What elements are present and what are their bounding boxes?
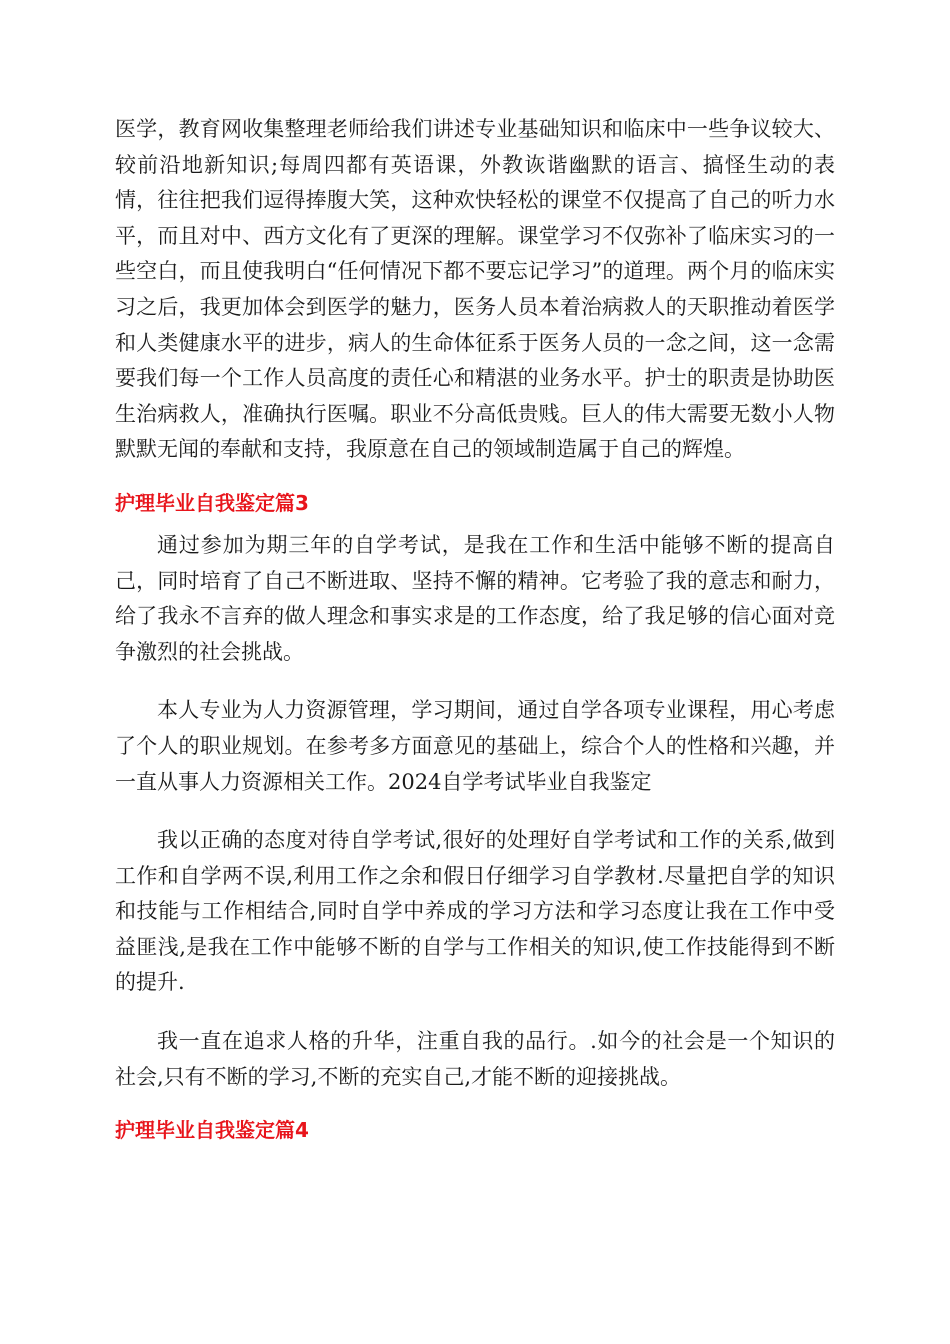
spacer [115, 670, 835, 693]
section-heading-4: 护理毕业自我鉴定篇4 [115, 1118, 309, 1143]
spacer [115, 518, 835, 528]
spacer [115, 800, 835, 823]
spacer [115, 1001, 835, 1024]
paragraph-continued-text: 医学，教育网收集整理老师给我们讲述专业基础知识和临床中一些争议较大、较前沿地新知识;每周四都有英语课，外教诙谐幽默的语言、搞怪生动的表情，往往把我们逗得捧腹大笑，这种欢快轻松的课堂不仅提高了自己的听力水平，而且对中、西方文化有了更深的理解。课堂学习不仅弥补了临床实习的一些空白，而且使我明白“任何情况下都不要忘记学习”的道理。两个月的临床实习之后，我更加体会到医学的魅力，医务人员本着治病救人的天职推动着医学和人类健康水平的进步，病人的生命体征系于医务人员的一念之间，这一念需要我们每一个工作人员高度的责任心和精湛的业务水平。护士的职责是协助医生治病救人，准确执行医嘱。职业不分高低贵贱。巨人的伟大需要无数小人物默默无闻的奉献和支持，我原意在自己的领域制造属于自己的辉煌。 [115, 117, 835, 462]
spacer [115, 1095, 835, 1115]
spacer [115, 468, 835, 488]
document-page [115, 112, 835, 1145]
section-heading-3: 护理毕业自我鉴定篇3 [115, 490, 309, 515]
paragraph-study-attitude: 我以正确的态度对待自学考试,很好的处理好自学考试和工作的关系,做到工作和自学两不误,利用工作之余和假日仔细学习自学教材.尽量把自学的知识和技能与工作相结合,同时自学中养成的学习方法和学习态度让我在工作中受益匪浅,是我在工作中能够不断的自学与工作相关的知识,使工作技能得到不断的提升. [115, 828, 835, 995]
paragraph-self-study-exam: 通过参加为期三年的自学考试，是我在工作和生活中能够不断的提高自己，同时培育了自己不断进取、坚持不懈的精神。它考验了我的意志和耐力，给了我永不言弃的做人理念和事实求是的工作态度，给了我足够的信心面对竞争激烈的社会挑战。 [115, 532, 835, 664]
paragraph-personal-growth: 我一直在追求人格的升华，注重自我的品行。.如今的社会是一个知识的社会,只有不断的学习,不断的充实自己,才能不断的迎接挑战。 [115, 1029, 835, 1089]
paragraph-major-hr: 本人专业为人力资源管理，学习期间，通过自学各项专业课程，用心考虑了个人的职业规划。在参考多方面意见的基础上，综合个人的性格和兴趣，并一直从事人力资源相关工作。2024自学考试毕业自我鉴定 [115, 698, 835, 794]
